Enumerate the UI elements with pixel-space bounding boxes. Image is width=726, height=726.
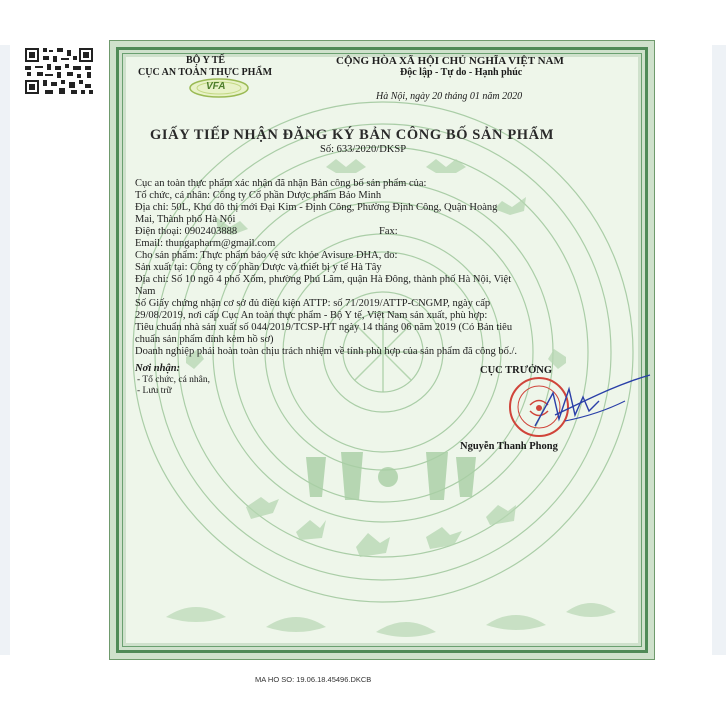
body-line: Tổ chức, cá nhân: Công ty Cổ phần Dược phẩm Bảo Minh <box>135 190 382 201</box>
vfa-logo-text: VFA <box>206 81 226 92</box>
left-page-edge <box>0 45 10 655</box>
body-line: Địa chỉ: 50L, Khu đô thị mới Đại Kim - Định Công, Phường Định Công, Quận Hoàng <box>135 202 498 213</box>
certificate <box>109 40 655 660</box>
right-page-edge <box>712 45 726 655</box>
fax-label: Fax: <box>379 226 398 237</box>
document-number: Số: 633/2020/DKSP <box>320 144 407 155</box>
body-line: 29/08/2019, nơi cấp Cục An toàn thực phẩm - Bộ Y tế, Việt Nam sản xuất, phù hợp: <box>135 310 488 321</box>
body-line: Số Giấy chứng nhận cơ sở đủ điều kiện ATTP: số 71/2019/ATTP-CNGMP, ngày cấp <box>135 298 491 309</box>
handwritten-signature <box>525 371 655 441</box>
recipient-item: - Lưu trữ <box>137 386 172 396</box>
department-name: CỤC AN TOÀN THỰC PHẨM <box>138 67 273 78</box>
signer-name: Nguyễn Thanh Phong <box>460 441 558 452</box>
body-line: Doanh nghiệp phải hoàn toàn chịu trách nhiệm về tính phù hợp của sản phẩm đã công bố./. <box>135 346 517 357</box>
dossier-code: MA HO SO: 19.06.18.45496.DKCB <box>255 675 372 684</box>
body-line: Nam <box>135 286 156 297</box>
body-line: Địa chỉ: Số 10 ngõ 4 phố Xốm, phường Phú Lãm, quận Hà Đông, thành phố Hà Nội, Việt <box>135 274 512 285</box>
ministry-name: BỘ Y TẾ <box>186 55 226 66</box>
body-line: Email: thungapharm@gmail.com <box>135 238 276 249</box>
issue-date: Hà Nội, ngày 20 tháng 01 năm 2020 <box>376 91 523 102</box>
body-line: Cho sản phẩm: Thực phẩm bảo vệ sức khỏe Avisure DHA, do: <box>135 250 398 261</box>
qr-code <box>23 46 95 96</box>
body-line: Tiêu chuẩn nhà sản xuất số 044/2019/TCSP-HT ngày 14 tháng 06 năm 2019 (Có Bản tiêu <box>135 322 513 333</box>
signer-role: CỤC TRƯỞNG <box>480 365 553 376</box>
body-line: Điện thoại: 0902403888 <box>135 226 238 237</box>
body-line: Cục an toàn thực phẩm xác nhận đã nhận Bản công bố sản phẩm của: <box>135 178 427 189</box>
body-line: Sản xuất tại: Công ty cổ phần Dược và thiết bị y tế Hà Tây <box>135 262 382 273</box>
national-title: CỘNG HÒA XÃ HỘI CHỦ NGHĨA VIỆT NAM <box>336 55 564 67</box>
body-line: chuẩn sản phẩm đính kèm hồ sơ) <box>135 334 274 345</box>
recipients-heading: Nơi nhận: <box>135 363 181 374</box>
body-line: Mai, Thành phố Hà Nội <box>135 214 236 225</box>
document-title: GIẤY TIẾP NHẬN ĐĂNG KÝ BẢN CÔNG BỐ SẢN PHẨM <box>150 127 555 143</box>
national-motto: Độc lập - Tự do - Hạnh phúc <box>400 67 523 78</box>
recipient-item: - Tổ chức, cá nhân, <box>137 375 211 385</box>
